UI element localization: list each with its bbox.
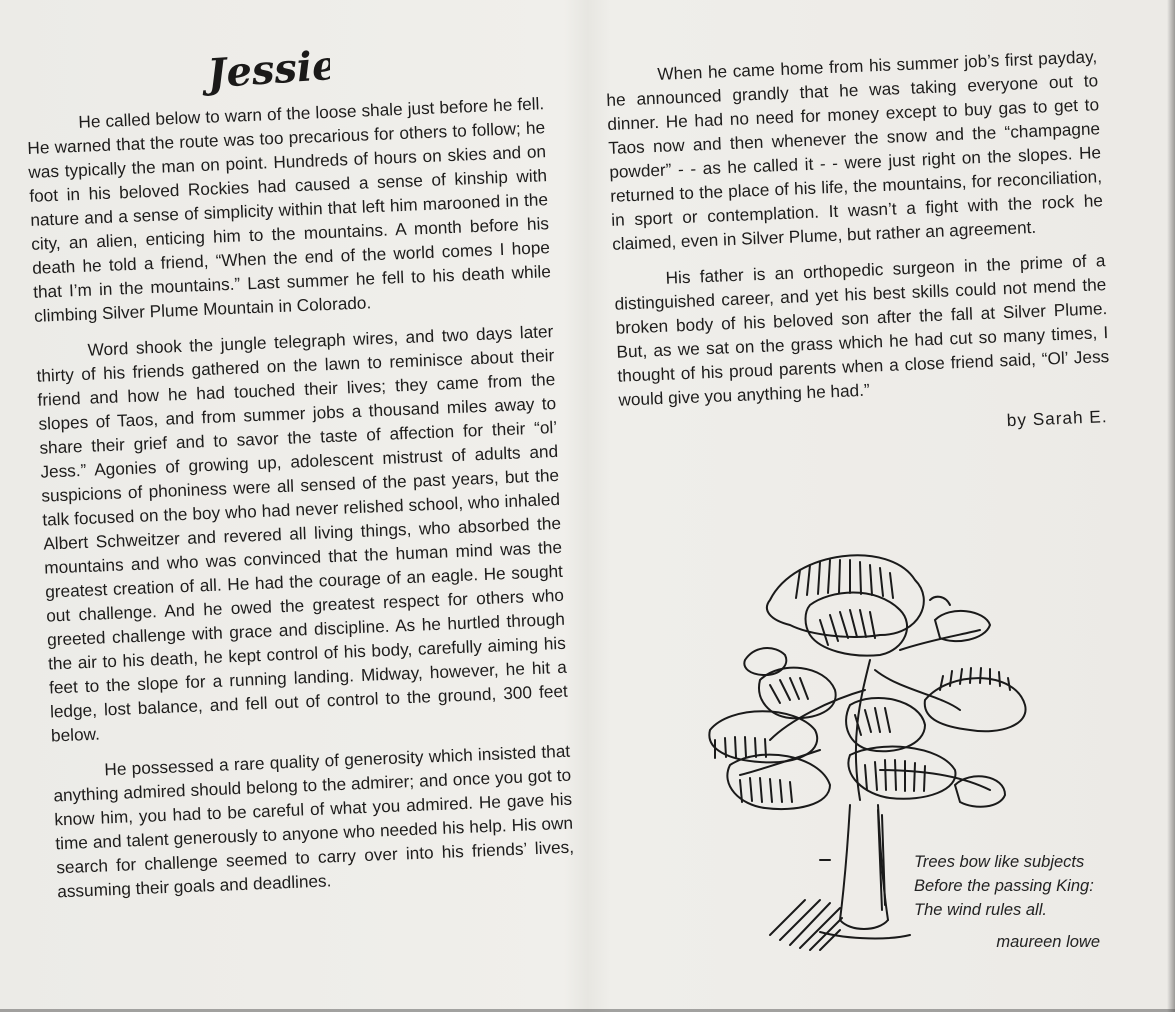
poem [914, 850, 1114, 954]
left-paragraph-3: He possessed a rare quality of generosity which insisted that anything admired should belong to the admirer; and once you got to know him, you had to be careful of what you admired. He gave his time and talent generously to anyone who needed his help. His own search for challenge seemed to carry over into his friends’ lives, assuming their goals and deadlines. [53, 740, 575, 902]
right-paragraph-2: His father is an orthopedic surgeon in the prime of a distinguished career, and yet his best skills could not mend the broken body of his beloved son after the fall at Silver Plume. But, as we sat on the grass which he had cut so many times, I thought of his proud parents when a close friend said, “Ol’ Jess would give you anything he had.” [614, 250, 1110, 410]
poem-author: maureen lowe [996, 933, 1100, 951]
title-text: Jessie [205, 41, 330, 98]
page-edge-shadow [1167, 0, 1175, 1012]
poem-line-2: Before the passing King: [914, 877, 1094, 895]
poem-line-1: Trees bow like subjects [914, 853, 1085, 871]
byline: by Sarah E. [1006, 406, 1108, 431]
left-paragraph-2: Word shook the jungle telegraph wires, and two days later thirty of his friends gathered on the lawn to reminisce about their friend and how he had touched their lives; they came from the slopes of Taos, and from summer jobs a thousand miles away to share their grief and to savor the taste of affection for their “ol’ Jess.” Agonies of growing up, adolescent mistrust of adults and suspicions of phoniness were all sensed of the past years, but the talk focused on the boy who had never relished school, who inhaled Albert Schweitzer and revered all living things, who absorbed the mountains and who was convinced that the human mind was the greatest creation of all. He had the courage of an eagle. He sought out challenge. And he owed the greatest respect for others who greeted challenge with grace and discipline. As he hurtled through the air to his death, he kept control of his body, carefully aiming his feet to the slope for a running landing. Midway, however, he hit a ledge, lost balance, and fell out of control to the ground, 300 feet below. [36, 321, 569, 746]
right-column [605, 44, 1112, 447]
left-column [26, 91, 576, 915]
right-paragraph-1: When he came home from his summer job’s first payday, he announced grandly that he was taking everyone out to dinner. He had no need for money except to buy gas to get to Taos now and then whenever the snow and the “champagne powder” - - as he called it - - were just right on the slopes. He returned to the place of his life, the mountains, for reconciliation, in sport or contemplation. It wasn’t a fight with the rock he claimed, even in Silver Plume, but rather an agreement. [606, 46, 1104, 254]
left-paragraph-1: He called below to warn of the loose shale just before he fell. He warned that the route was too precarious for others to follow; he was typically the man on point. Hundreds of hours on skies and on foot in his beloved Rockies had caused a sense of kinship with nature and a sense of simplicity within that left him marooned in the city, an alien, enticing him to the mountains. A month before his death he told a friend, “When the end of the world comes I hope that I’m in the mountains.” Last summer he fell to his death while climbing Silver Plume Mountain in Colorado. [27, 93, 552, 326]
article-title [200, 38, 330, 102]
poem-line-3: The wind rules all. [914, 901, 1047, 919]
title-script [200, 38, 330, 102]
